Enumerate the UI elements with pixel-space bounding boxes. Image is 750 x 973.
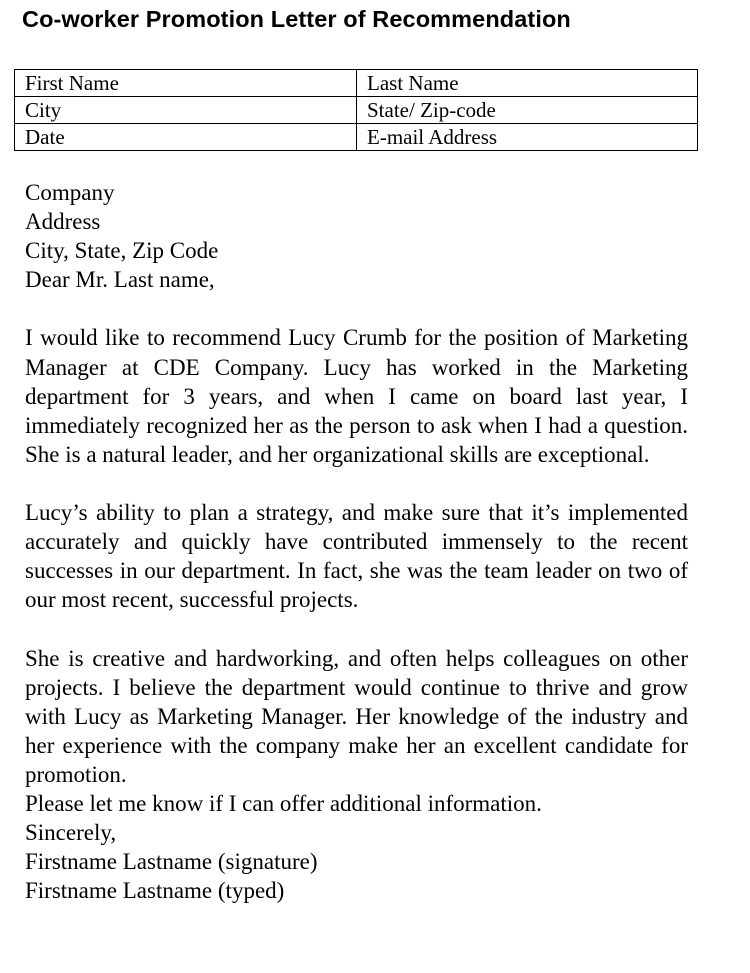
table-row bbox=[15, 97, 698, 124]
sender-info-table bbox=[14, 69, 698, 151]
date-field: Date bbox=[15, 124, 357, 151]
closing-request: Please let me know if I can offer additional information. bbox=[25, 790, 542, 816]
table-row bbox=[15, 70, 698, 97]
last-name-field: Last Name bbox=[357, 70, 698, 97]
recipient-company: Company bbox=[25, 180, 115, 205]
paragraph-qualities: She is creative and hardworking, and often helps colleagues on other projects. I believe the department would continue to thrive and grow with Lucy as Marketing Manager. Her knowledge of the industry and her experience with the company make her an excellent candidate for promotion. bbox=[25, 645, 688, 787]
closing: Sincerely, bbox=[25, 820, 117, 846]
email-field: E-mail Address bbox=[357, 124, 698, 151]
city-field: City bbox=[15, 97, 357, 124]
state-zip-field: State/ Zip-code bbox=[357, 97, 698, 124]
typed-name-line: Firstname Lastname (typed) bbox=[25, 878, 285, 904]
first-name-field: First Name bbox=[15, 70, 357, 97]
salutation: Dear Mr. Last name, bbox=[25, 267, 215, 293]
recipient-address: Address bbox=[25, 209, 101, 235]
signature-line: Firstname Lastname (signature) bbox=[25, 849, 318, 875]
letter-body bbox=[25, 178, 688, 905]
paragraph-recommendation: I would like to recommend Lucy Crumb for the position of Marketing Manager at CDE Company. Lucy has worked in the Marketing department for 3 years, and when I came on board last year, I immediately recognized her as the person to ask when I had a question. She is a natural leader, and her organizational skills are exceptional. bbox=[25, 325, 688, 467]
recipient-city-state-zip: City, State, Zip Code bbox=[25, 238, 219, 264]
table-row bbox=[15, 124, 698, 151]
paragraph-strategy: Lucy’s ability to plan a strategy, and make sure that it’s implemented accurately and quickly have contributed immensely to the recent successes in our department. In fact, she was the team leader on two of our most recent, successful projects. bbox=[25, 500, 688, 613]
page-title: Co-worker Promotion Letter of Recommendation bbox=[22, 6, 571, 32]
